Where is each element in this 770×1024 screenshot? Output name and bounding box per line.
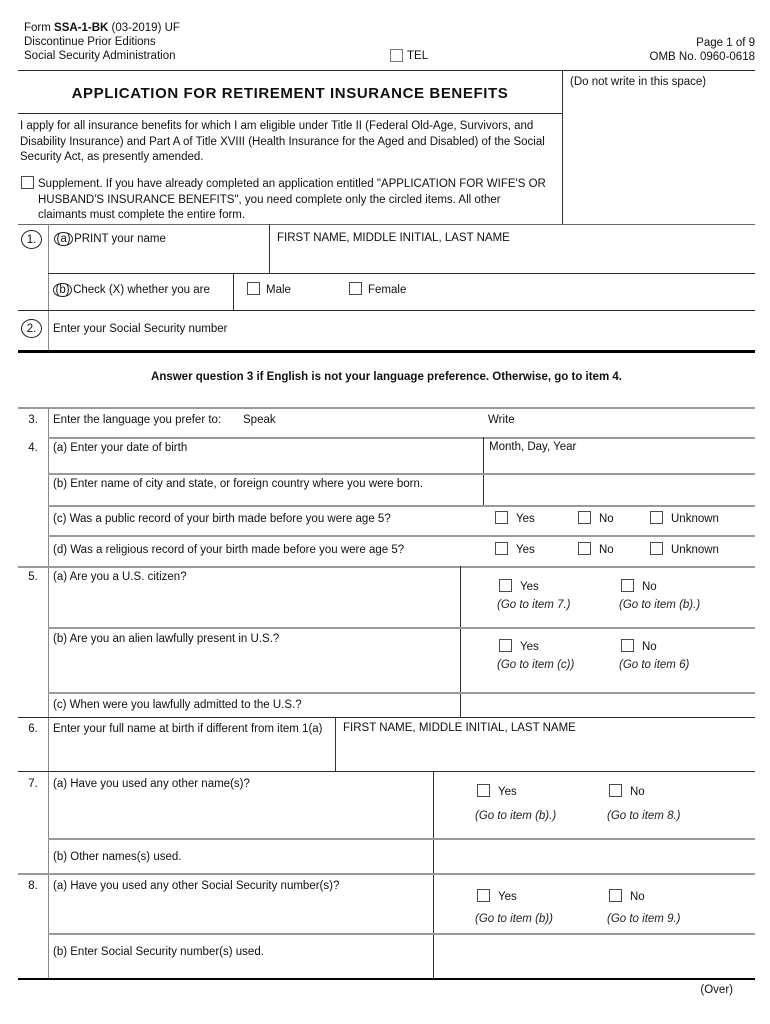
speak-label: Speak: [243, 414, 276, 426]
item4c-text: (c) Was a public record of your birth made before you were age 5?: [53, 513, 391, 525]
form-prefix: Form: [24, 22, 55, 34]
item4d-yes-checkbox[interactable]: [495, 542, 508, 555]
item1b-label: [53, 283, 210, 297]
item5a-text: (a) Are you a U.S. citizen?: [53, 571, 187, 583]
item8a-no-label: No: [630, 891, 645, 903]
item5a-yes-checkbox[interactable]: [499, 579, 512, 592]
do-not-write-divider: [562, 70, 563, 224]
item8b-text: (b) Enter Social Security number(s) used.: [53, 946, 264, 958]
discontinue-note: Discontinue Prior Editions: [24, 36, 156, 48]
over-label: (Over): [700, 984, 733, 996]
item6-number: 6.: [28, 723, 38, 735]
item4-cell-divider: [483, 437, 484, 505]
item1b-text: Check (X) whether you are: [73, 284, 210, 296]
item5-cell-divider: [460, 566, 461, 717]
page-meta: [455, 36, 755, 64]
item1a-letter: (a): [54, 232, 73, 246]
item4c-yes-checkbox[interactable]: [495, 511, 508, 524]
dob-input[interactable]: [489, 456, 744, 472]
item2-top-border: [18, 310, 755, 311]
item1b-cell-divider: [233, 273, 234, 310]
item8a-text: (a) Have you used any other Social Security number(s)?: [53, 880, 340, 892]
question3-instruction: Answer question 3 if English is not your language preference. Otherwise, go to item 4.: [151, 371, 622, 383]
item5a-no-checkbox[interactable]: [621, 579, 634, 592]
item4a-text: (a) Enter your date of birth: [53, 442, 188, 454]
item8-number: 8.: [28, 880, 38, 892]
item5a-no-label: No: [642, 581, 657, 593]
item3-text: Enter the language you prefer to:: [53, 414, 222, 426]
item2-number: 2.: [21, 319, 42, 338]
write-label: Write: [488, 414, 515, 426]
do-not-write-label: (Do not write in this space): [570, 76, 707, 88]
speak-input[interactable]: [285, 412, 475, 430]
item7a-yes-goto: (Go to item (b).): [475, 810, 557, 822]
item4b-top-border: [48, 473, 755, 475]
item4d-unknown-label: Unknown: [671, 544, 719, 556]
supplement-checkbox[interactable]: [21, 176, 34, 189]
form-title: APPLICATION FOR RETIREMENT INSURANCE BENEFITS: [71, 85, 509, 102]
item7a-no-label: No: [630, 786, 645, 798]
item4c-unknown-label: Unknown: [671, 513, 719, 525]
item4b-text: (b) Enter name of city and state, or foreign country where you were born.: [53, 478, 424, 490]
item4d-no-label: No: [599, 544, 614, 556]
item5b-text: (b) Are you an alien lawfully present in U.S.?: [53, 633, 280, 645]
item4d-no-checkbox[interactable]: [578, 542, 591, 555]
item5b-no-checkbox[interactable]: [621, 639, 634, 652]
dob-column-header: Month, Day, Year: [489, 441, 577, 453]
male-label: Male: [266, 284, 291, 296]
agency-name: Social Security Administration: [24, 50, 176, 62]
item5b-yes-goto: (Go to item (c)): [497, 659, 575, 671]
item5b-yes-checkbox[interactable]: [499, 639, 512, 652]
item5b-top-border: [48, 627, 755, 629]
item7b-top-border: [48, 838, 755, 840]
male-checkbox[interactable]: [247, 282, 260, 295]
number-column-line: [48, 224, 49, 350]
item7-top-border: [18, 771, 755, 772]
item6-name-header: FIRST NAME, MIDDLE INITIAL, LAST NAME: [343, 722, 576, 734]
item5b-yes-label: Yes: [520, 641, 539, 653]
item1a-name-input[interactable]: [277, 250, 747, 270]
item1b-letter: (b): [53, 283, 72, 297]
item1-number: 1.: [21, 230, 42, 249]
table2-top-border: [18, 407, 755, 409]
tel-label: TEL: [407, 50, 429, 62]
admitted-date-input[interactable]: [470, 695, 745, 713]
item8-top-border: [18, 873, 755, 875]
form-number-line: [24, 21, 180, 35]
item4c-unknown-checkbox[interactable]: [650, 511, 663, 524]
supplement-text: Supplement. If you have already completed an application entitled "APPLICATION FOR WIFE'S OR HUSBAND'S INSURANCE BENEFITS", you need complete only the circled items. All other claimants must complete the entire form.: [38, 178, 546, 221]
other-names-input[interactable]: [445, 845, 745, 867]
table-bottom-border: [18, 978, 755, 980]
item5a-no-goto: (Go to item (b).): [619, 599, 701, 611]
item7a-no-checkbox[interactable]: [609, 784, 622, 797]
birth-name-input[interactable]: [343, 740, 743, 764]
item4c-no-checkbox[interactable]: [578, 511, 591, 524]
item5b-no-goto: (Go to item 6): [619, 659, 690, 671]
form-number: SSA-1-BK: [54, 22, 109, 34]
item6-top-border: [18, 717, 755, 718]
item3-number: 3.: [28, 414, 38, 426]
section-heavy-divider: [18, 350, 755, 353]
form-id-block: [24, 21, 180, 63]
item8a-yes-goto: (Go to item (b)): [475, 913, 553, 925]
item5a-yes-goto: (Go to item 7.): [497, 599, 571, 611]
item5c-text: (c) When were you lawfully admitted to the U.S.?: [53, 699, 302, 711]
item4-top-border: [48, 437, 755, 439]
apply-statement: I apply for all insurance benefits for which I am eligible under Title II (Federal Old-Age, Survivors, and Disability Insurance) and Part A of Title XVIII (Health Insurance for the Aged and Disabled) of the Social Security Act, as presently amended.: [20, 120, 545, 163]
page-number: Page 1 of 9: [696, 37, 755, 49]
item4d-unknown-checkbox[interactable]: [650, 542, 663, 555]
item1-inner-divider: [48, 273, 755, 274]
item4c-top-border: [48, 505, 755, 507]
item5-number: 5.: [28, 571, 38, 583]
item4d-text: (d) Was a religious record of your birth made before you were age 5?: [53, 544, 405, 556]
item8a-no-goto: (Go to item 9.): [607, 913, 681, 925]
female-label: Female: [368, 284, 407, 296]
item1a-cell-divider: [269, 224, 270, 273]
birthplace-input[interactable]: [489, 476, 744, 502]
item5-top-border: [18, 566, 755, 568]
item6-cell-divider: [335, 717, 336, 771]
item7a-yes-label: Yes: [498, 786, 517, 798]
item7-number: 7.: [28, 778, 38, 790]
item1a-name-header: FIRST NAME, MIDDLE INITIAL, LAST NAME: [277, 232, 510, 244]
item4-number: 4.: [28, 442, 38, 454]
item7a-text: (a) Have you used any other name(s)?: [53, 778, 250, 790]
item2-text: Enter your Social Security number: [53, 323, 228, 335]
table-top-border: [18, 224, 755, 225]
tel-checkbox[interactable]: [390, 49, 403, 62]
item6-text: Enter your full name at birth if different from item 1(a): [53, 723, 323, 735]
item8a-no-checkbox[interactable]: [609, 889, 622, 902]
item1a-label: [54, 232, 166, 246]
item8a-yes-label: Yes: [498, 891, 517, 903]
header-divider: [18, 70, 755, 71]
write-input[interactable]: [525, 412, 745, 430]
item5c-top-border: [48, 692, 755, 694]
item4c-yes-label: Yes: [516, 513, 535, 525]
item8b-top-border: [48, 933, 755, 935]
item4d-yes-label: Yes: [516, 544, 535, 556]
item5a-yes-label: Yes: [520, 581, 539, 593]
ssn-input[interactable]: [280, 318, 740, 344]
item4c-no-label: No: [599, 513, 614, 525]
omb-number: OMB No. 0960-0618: [649, 51, 755, 63]
item1a-text: PRINT your name: [74, 233, 166, 245]
form-edition: (03-2019) UF: [108, 22, 180, 34]
other-ssn-input[interactable]: [445, 940, 745, 964]
title-divider: [18, 113, 562, 114]
item5b-no-label: No: [642, 641, 657, 653]
item4d-top-border: [48, 535, 755, 537]
item8a-yes-checkbox[interactable]: [477, 889, 490, 902]
item7a-yes-checkbox[interactable]: [477, 784, 490, 797]
item7b-text: (b) Other names(s) used.: [53, 851, 182, 863]
female-checkbox[interactable]: [349, 282, 362, 295]
item7a-no-goto: (Go to item 8.): [607, 810, 681, 822]
